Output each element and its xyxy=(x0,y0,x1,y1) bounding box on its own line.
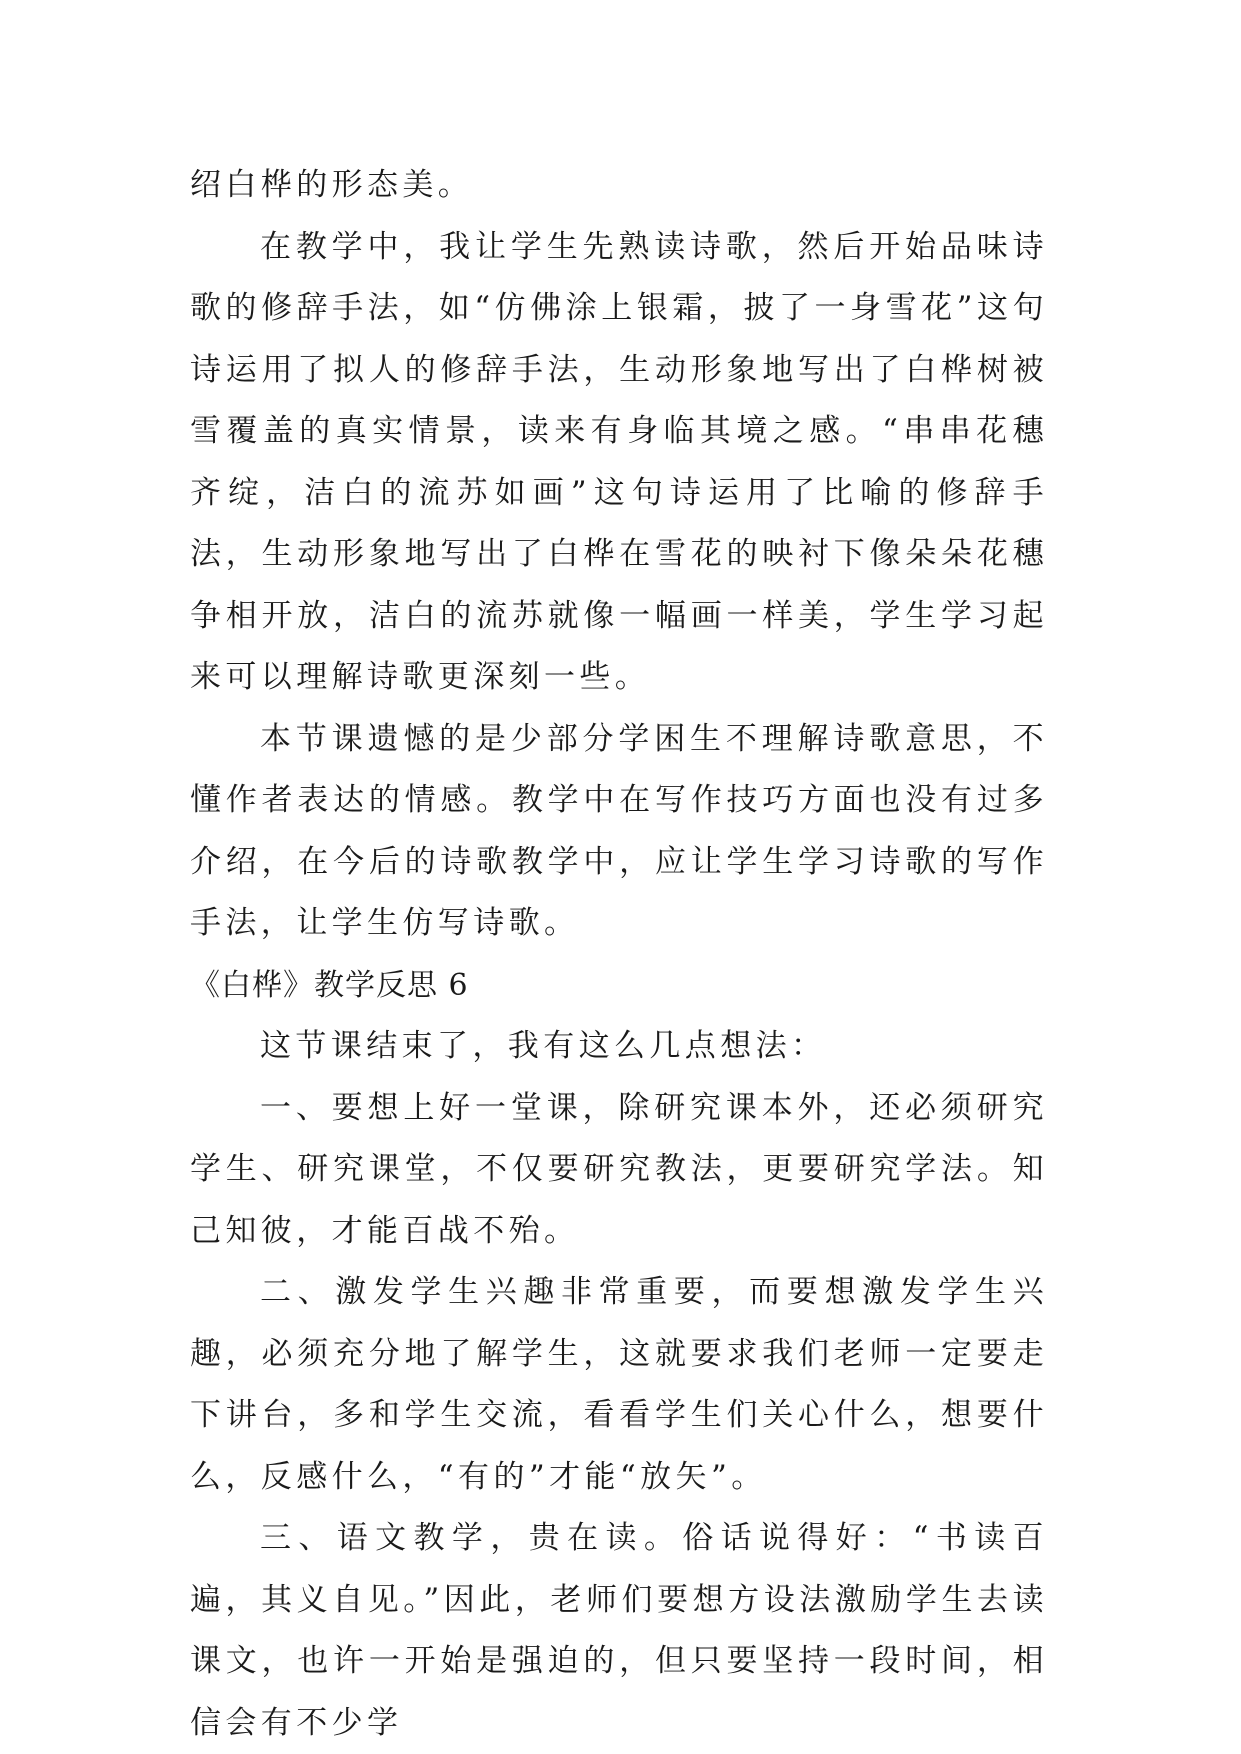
paragraph-point-three: 三、语文教学，贵在读。俗话说得好：“书读百遍，其义自见。”因此，老师们要想方设法激励学生去读课文，也许一开始是强迫的，但只要坚持一段时间，相信会有不少学 xyxy=(190,1520,1048,1741)
paragraph-regrets: 本节课遗憾的是少部分学困生不理解诗歌意思，不懂作者表达的情感。教学中在写作技巧方面也没有过多介绍，在今后的诗歌教学中，应让学生学习诗歌的写作手法，让学生仿写诗歌。 xyxy=(190,720,1048,941)
paragraph-continuation: 绍白桦的形态美。 xyxy=(190,167,474,203)
paragraph-intro: 这节课结束了，我有这么几点想法： xyxy=(260,1028,827,1064)
paragraph-point-two: 二、激发学生兴趣非常重要，而要想激发学生兴趣，必须充分地了解学生，这就要求我们老师一定要走下讲台，多和学生交流，看看学生们关心什么，想要什么，反感什么，“有的”才能“放矢”。 xyxy=(190,1274,1048,1495)
section-title: 《白桦》教学反思 6 xyxy=(190,967,469,1003)
paragraph-point-one: 一、要想上好一堂课，除研究课本外，还必须研究学生、研究课堂，不仅要研究教法，更要研究学法。知己知彼，才能百战不殆。 xyxy=(190,1089,1048,1249)
paragraph-rhetoric-analysis: 在教学中，我让学生先熟读诗歌，然后开始品味诗歌的修辞手法，如“仿佛涂上银霜，披了一身雪花”这句诗运用了拟人的修辞手法，生动形象地写出了白桦树被雪覆盖的真实情景，读来有身临其境之感。“串串花穗齐绽，洁白的流苏如画”这句诗运用了比喻的修辞手法，生动形象地写出了白桦在雪花的映衬下像朵朵花穗争相开放，洁白的流苏就像一幅画一样美，学生学习起来可以理解诗歌更深刻一些。 xyxy=(190,228,1048,695)
document-body xyxy=(190,155,1048,1754)
